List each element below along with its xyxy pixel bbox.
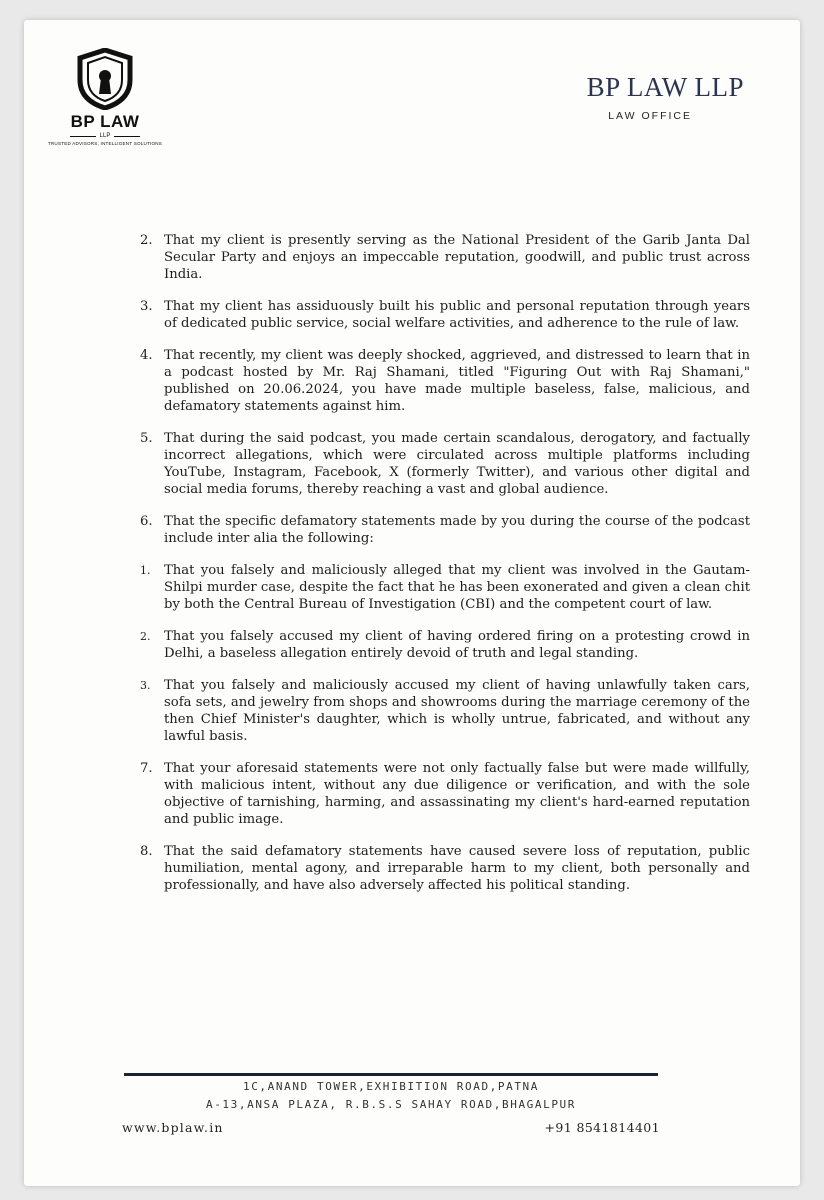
paragraph-text: That you falsely and maliciously alleged that my client was involved in the Gautam-Shilpi murder case, despite the fact that he has been exonerated and given a clean chit by both the Central Bureau of Investigation (CBI) and the competent court of law. [164,563,750,612]
footer-website: www.bplaw.in [122,1120,224,1135]
paragraph-text: That my client is presently serving as the National President of the Garib Janta Dal Secular Party and enjoys an impeccable reputation, goodwill, and public trust across India. [164,233,750,282]
letter-page [24,20,800,1186]
logo-llp: LLP [99,133,111,139]
logo-llp-line [44,133,166,139]
sub-paragraph-3 [140,677,750,745]
sub-paragraph-number: 1. [140,564,151,577]
footer-address-patna: 1C,ANAND TOWER,EXHIBITION ROAD,PATNA [242,1080,539,1093]
paragraph-number: 4. [140,348,153,363]
paragraph-text: That you falsely accused my client of having ordered firing on a protesting crowd in Delhi, a baseless allegation entirely devoid of truth and legal standing. [164,629,750,661]
paragraph-number: 2. [140,233,153,248]
paragraph-4 [140,347,750,415]
paragraph-7 [140,760,750,828]
paragraph-text: That my client has assiduously built his public and personal reputation through years of dedicated public service, social welfare activities, and adherence to the rule of law. [164,299,750,331]
paragraph-text: That during the said podcast, you made certain scandalous, derogatory, and factually incorrect allegations, which were circulated across multiple platforms including YouTube, Instagram, Facebook, X (formerly Twitter), and various other digital and social media forums, thereby reaching a vast and global audience. [164,431,750,497]
paragraph-text: That the specific defamatory statements made by you during the course of the podcast include inter alia the following: [164,514,750,546]
paragraph-text: That recently, my client was deeply shocked, aggrieved, and distressed to learn that in a podcast hosted by Mr. Raj Shamani, titled "Figuring Out with Raj Shamani," published on 20.06.2024, you have made multiple baseless, false, malicious, and defamatory statements against him. [164,348,750,414]
footer-address-bhagalpur: A-13,ANSA PLAZA, R.B.S.S SAHAY ROAD,BHAGALPUR [205,1098,576,1111]
letter-body [140,232,750,909]
paragraph-number: 8. [140,844,153,859]
footer-divider [124,1073,658,1076]
logo-tagline: TRUSTED ADVISORS, INTELLIGENT SOLUTIONS [47,141,163,146]
sub-paragraph-number: 3. [140,679,151,692]
sub-paragraph-number: 2. [140,630,151,643]
paragraph-2 [140,232,750,283]
paragraph-number: 5. [140,431,153,446]
logo-wordmark: BP LAW [70,112,140,131]
paragraph-text: That your aforesaid statements were not only factually false but were made willfully, with malicious intent, without any due diligence or verification, and with the sole objective of tarnishing, harming, and assassinating my client's hard-earned reputation and public image. [164,761,750,827]
paragraph-5 [140,430,750,498]
firm-subtitle: LAW OFFICE [608,110,692,122]
paragraph-8 [140,843,750,894]
paragraph-6 [140,513,750,547]
paragraph-text: That you falsely and maliciously accused my client of having unlawfully taken cars, sofa sets, and jewelry from shops and showrooms during the marriage ceremony of the then Chief Minister's daughter, which is wholly untrue, fabricated, and without any lawful basis. [164,678,750,744]
firm-logo [44,48,166,146]
footer-phone: +91 8541814401 [544,1120,660,1135]
sub-paragraph-2 [140,628,750,662]
paragraph-number: 6. [140,514,153,529]
firm-title: BP LAW LLP [586,72,744,102]
sub-paragraph-1 [140,562,750,613]
paragraph-number: 7. [140,761,153,776]
paragraph-text: That the said defamatory statements have caused severe loss of reputation, public humiliation, mental agony, and irreparable harm to my client, both personally and professionally, and have also adversely affected his political standing. [164,844,750,893]
paragraph-number: 3. [140,299,153,314]
keyhole-shield-icon [66,48,144,110]
paragraph-3 [140,298,750,332]
